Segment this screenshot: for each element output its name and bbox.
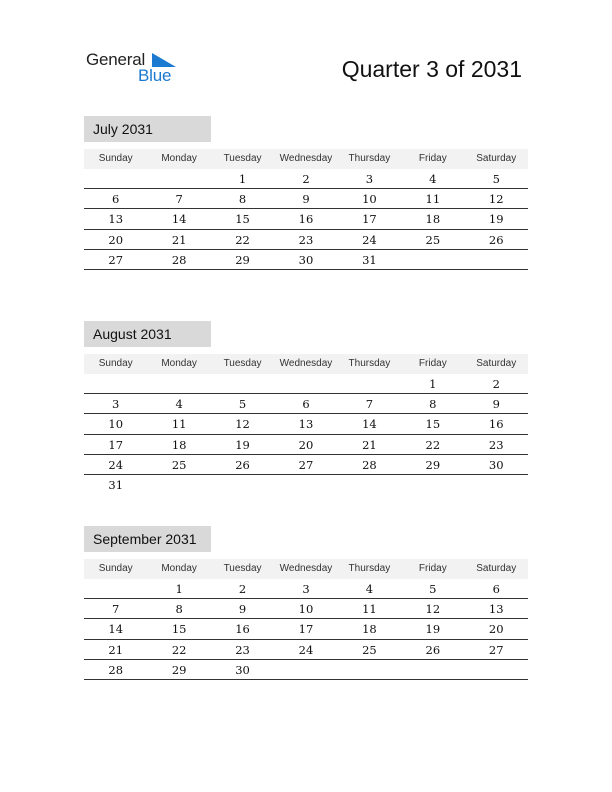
day-cell: 4 [429,172,437,186]
day-cell: 19 [425,622,441,637]
day-cell: 28 [362,457,377,472]
day-cell: 2 [302,172,310,186]
day-cell: 5 [238,397,247,412]
day-cell: 7 [175,192,183,207]
day-cell: 5 [429,582,437,596]
day-cell: 12 [235,417,250,432]
day-cell [401,660,464,679]
week-row [84,189,528,209]
day-cell: 15 [425,417,441,432]
day-cell: 25 [425,232,441,247]
day-cell: 23 [235,642,250,657]
day-cell: 16 [235,622,250,637]
week-row [84,579,528,599]
day-cell: 22 [425,437,441,452]
weekday-label: Thursday [348,153,391,164]
day-cell: 30 [298,252,314,267]
day-cell: 30 [488,457,504,472]
day-cell: 2 [238,582,247,596]
day-cell: 18 [171,437,187,452]
weekday-label: Tuesday [223,153,262,164]
day-cell [338,374,401,393]
day-cell: 27 [298,457,314,472]
day-cell: 18 [425,212,441,227]
week-row [84,414,528,434]
day-cell: 11 [171,417,187,432]
weekday-label: Monday [161,563,197,574]
month-calendar-september [84,526,528,680]
day-cell: 9 [302,192,310,207]
day-cell: 14 [108,622,124,637]
day-cell: 25 [171,457,187,472]
weekday-label: Saturday [476,153,517,164]
week-rows [84,374,528,495]
day-cell: 24 [298,642,314,657]
day-cell: 11 [362,602,377,617]
week-row [84,230,528,250]
day-cell: 31 [362,252,377,267]
weekday-label: Monday [161,358,197,369]
day-cell [465,250,528,269]
weekday-header-row [84,559,528,579]
weekday-label: Friday [418,563,447,574]
generalblue-logo [86,50,186,86]
day-cell: 19 [488,212,504,227]
logo-word-general: General [86,50,146,69]
week-row [84,640,528,660]
weekday-label: Tuesday [223,563,262,574]
weekday-label: Wednesday [279,153,333,164]
day-cell: 23 [298,232,314,247]
weekday-label: Monday [161,153,197,164]
day-cell [147,169,210,188]
day-cell: 26 [425,642,441,657]
day-cell: 14 [171,212,187,227]
weekday-header-row [84,354,528,374]
weekday-label: Friday [418,153,447,164]
day-cell: 10 [108,417,124,432]
week-row [84,475,528,495]
day-cell: 26 [488,232,504,247]
day-cell: 13 [108,212,124,227]
day-cell: 6 [492,582,500,596]
week-row [84,394,528,414]
week-row [84,374,528,394]
day-cell: 21 [108,642,124,657]
day-cell [338,475,401,495]
weekday-label: Sunday [98,358,133,369]
day-cell: 28 [108,662,124,677]
week-row [84,455,528,475]
day-cell: 18 [362,622,377,637]
day-cell [84,579,147,598]
day-cell: 13 [488,602,504,617]
day-cell: 8 [175,602,183,617]
day-cell: 8 [429,397,437,412]
day-cell: 6 [112,192,120,207]
day-cell: 15 [235,212,250,227]
day-cell: 13 [298,417,314,432]
weekday-header-row [84,149,528,169]
day-cell: 29 [171,662,187,677]
day-cell: 14 [362,417,377,432]
month-calendar-august [84,321,528,495]
day-cell: 20 [488,622,504,637]
week-row [84,209,528,229]
month-header: September 2031 [84,526,211,552]
day-cell: 16 [488,417,504,432]
week-row [84,250,528,270]
weekday-label: Friday [418,358,447,369]
weekday-label: Wednesday [279,358,333,369]
day-cell [274,660,337,679]
weekday-label: Thursday [348,563,391,574]
weekday-label: Tuesday [223,358,262,369]
day-cell: 4 [365,582,374,596]
week-row [84,435,528,455]
month-header: July 2031 [84,116,211,142]
day-cell: 29 [235,252,250,267]
day-cell: 19 [235,437,250,452]
weekday-label: Sunday [98,563,133,574]
day-cell: 3 [365,172,374,186]
week-row [84,599,528,619]
weekday-label: Saturday [476,563,517,574]
day-cell: 11 [425,192,441,207]
weekday-label: Wednesday [279,563,333,574]
day-cell: 21 [171,232,187,247]
day-cell: 4 [175,397,183,412]
day-cell [211,475,274,495]
day-cell: 12 [425,602,441,617]
day-cell [84,169,147,188]
day-cell: 20 [108,232,124,247]
day-cell: 8 [238,192,247,207]
day-cell: 31 [108,477,124,492]
day-cell: 22 [171,642,187,657]
day-cell [211,374,274,393]
day-cell: 9 [238,602,247,617]
day-cell: 27 [488,642,504,657]
day-cell: 15 [171,622,187,637]
week-row [84,619,528,639]
month-header: August 2031 [84,321,211,347]
day-cell: 10 [362,192,377,207]
day-cell [147,374,210,393]
day-cell: 27 [108,252,124,267]
day-cell: 2 [492,377,500,391]
day-cell: 7 [365,397,374,412]
day-cell: 30 [235,662,250,677]
day-cell: 17 [108,437,124,452]
day-cell [274,374,337,393]
page-title: Quarter 3 of 2031 [341,56,522,82]
day-cell [465,475,528,495]
weekday-label: Thursday [348,358,391,369]
day-cell: 6 [302,397,310,412]
day-cell: 1 [429,377,437,391]
day-cell: 3 [302,582,310,596]
day-cell [338,660,401,679]
day-cell: 25 [362,642,377,657]
day-cell: 5 [492,172,500,186]
day-cell [401,250,464,269]
day-cell: 21 [362,437,377,452]
day-cell: 10 [298,602,314,617]
day-cell: 24 [362,232,377,247]
day-cell: 16 [298,212,314,227]
day-cell: 17 [298,622,314,637]
day-cell: 7 [112,602,120,617]
day-cell: 20 [298,437,314,452]
week-row [84,660,528,680]
logo-word-blue: Blue [138,66,172,85]
month-calendar-july [84,116,528,270]
day-cell: 9 [492,397,500,412]
week-row [84,169,528,189]
day-cell: 26 [235,457,250,472]
day-cell: 29 [425,457,441,472]
day-cell: 28 [171,252,187,267]
week-rows [84,579,528,680]
day-cell [84,374,147,393]
day-cell [401,475,464,495]
day-cell: 17 [362,212,377,227]
day-cell [274,475,337,495]
day-cell: 1 [238,172,247,186]
day-cell: 12 [488,192,504,207]
day-cell: 24 [108,457,124,472]
week-rows [84,169,528,270]
weekday-label: Saturday [476,358,517,369]
day-cell: 3 [112,397,120,412]
day-cell [465,660,528,679]
day-cell: 1 [175,582,183,596]
day-cell: 23 [488,437,504,452]
day-cell: 22 [235,232,250,247]
weekday-label: Sunday [98,153,133,164]
day-cell [147,475,210,495]
